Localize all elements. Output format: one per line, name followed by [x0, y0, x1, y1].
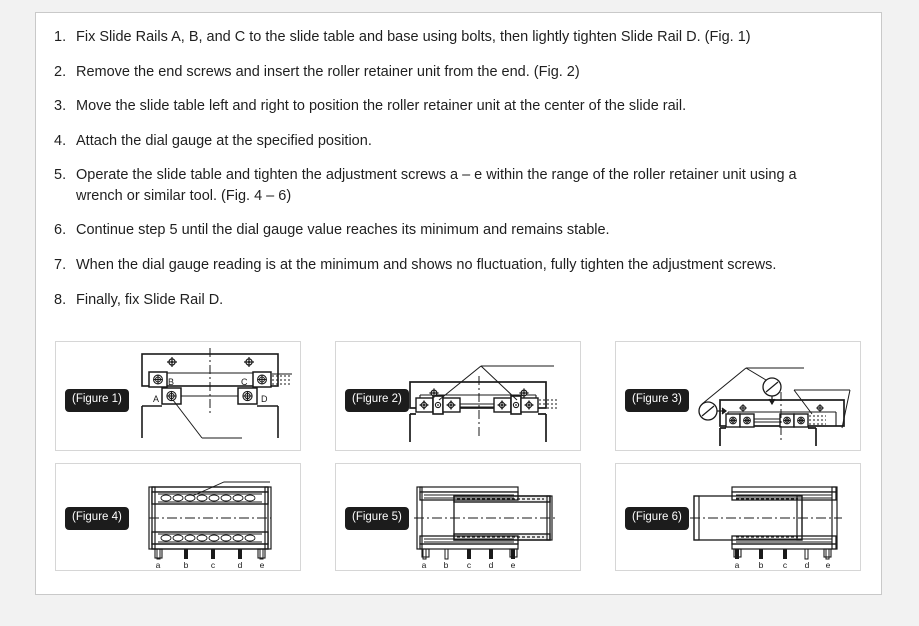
- figure-4-label: (Figure 4): [65, 507, 129, 530]
- figure-grid: [55, 341, 862, 583]
- step-number: 4.: [54, 132, 67, 149]
- figure-4-screw-b: b: [183, 560, 189, 570]
- figure-5-screw-e: e: [510, 560, 516, 570]
- figure-4-screw-e: e: [259, 560, 265, 570]
- figure-5-screw-d: d: [488, 560, 494, 570]
- figure-6-screw-e: e: [825, 560, 831, 570]
- step-text: Operate the slide table and tighten the adjustment screws a – e within the range of the roller retainer unit using a wrench or similar tool. (Fig. 4 – 6): [76, 167, 797, 204]
- list-item: [54, 62, 863, 83]
- step-number: 5.: [54, 167, 67, 184]
- figure-row-top: [55, 341, 862, 451]
- figure-3-panel: [615, 341, 861, 451]
- step-text: When the dial gauge reading is at the minimum and shows no fluctuation, fully tighten the adjustment screws.: [76, 257, 777, 274]
- step-number: 7.: [54, 257, 67, 274]
- step-text: Continue step 5 until the dial gauge value reaches its minimum and remains stable.: [76, 222, 610, 239]
- figure-2-panel: [335, 341, 581, 451]
- figure-6-screw-b: b: [758, 560, 764, 570]
- figure-3-label: (Figure 3): [625, 389, 689, 412]
- step-number: 1.: [54, 29, 67, 45]
- step-number: 2.: [54, 63, 67, 80]
- figure-5-label: (Figure 5): [345, 507, 409, 530]
- list-item: [54, 27, 863, 48]
- figure-5-screw-c: c: [466, 560, 472, 570]
- step-text: Finally, fix Slide Rail D.: [76, 291, 224, 308]
- figure-5-panel: [335, 463, 581, 571]
- list-item: [54, 165, 863, 206]
- figure-6-panel: [615, 463, 861, 571]
- step-text: Fix Slide Rails A, B, and C to the slide table and base using bolts, then lightly tighten Slide Rail D. (Fig. 1): [76, 29, 751, 45]
- content-card: [35, 12, 882, 595]
- list-item: [54, 96, 863, 117]
- figure-6-label: (Figure 6): [625, 507, 689, 530]
- step-number: 8.: [54, 291, 67, 308]
- list-item: [54, 220, 863, 241]
- figure-5-screw-a: a: [421, 560, 427, 570]
- figure-4-screw-a: a: [155, 560, 161, 570]
- figure-6-screw-a: a: [734, 560, 740, 570]
- figure-4-screw-c: c: [210, 560, 216, 570]
- list-item: [54, 131, 863, 152]
- step-text: Attach the dial gauge at the specified position.: [76, 132, 372, 149]
- figure-2-label: (Figure 2): [345, 389, 409, 412]
- list-item: [54, 255, 863, 276]
- figure-4-screw-d: d: [237, 560, 243, 570]
- step-number: 6.: [54, 222, 67, 239]
- step-text: Remove the end screws and insert the roller retainer unit from the end. (Fig. 2): [76, 63, 580, 80]
- list-item: [54, 290, 863, 311]
- step-number: 3.: [54, 98, 67, 115]
- step-text: Move the slide table left and right to position the roller retainer unit at the center of the slide rail.: [76, 98, 687, 115]
- figure-1-callout-d: D: [261, 394, 268, 404]
- figure-6-screw-d: d: [804, 560, 810, 570]
- figure-6-screw-c: c: [782, 560, 788, 570]
- figure-5-screw-b: b: [443, 560, 449, 570]
- figure-1-panel: [55, 341, 301, 451]
- figure-4-panel: [55, 463, 301, 571]
- figure-1-callout-b: B: [168, 377, 175, 387]
- figure-1-callout-c: C: [241, 377, 248, 387]
- instruction-list: [54, 27, 863, 324]
- figure-1-callout-a: A: [153, 394, 160, 404]
- figure-1-label: (Figure 1): [65, 389, 129, 412]
- figure-row-bottom: [55, 463, 862, 571]
